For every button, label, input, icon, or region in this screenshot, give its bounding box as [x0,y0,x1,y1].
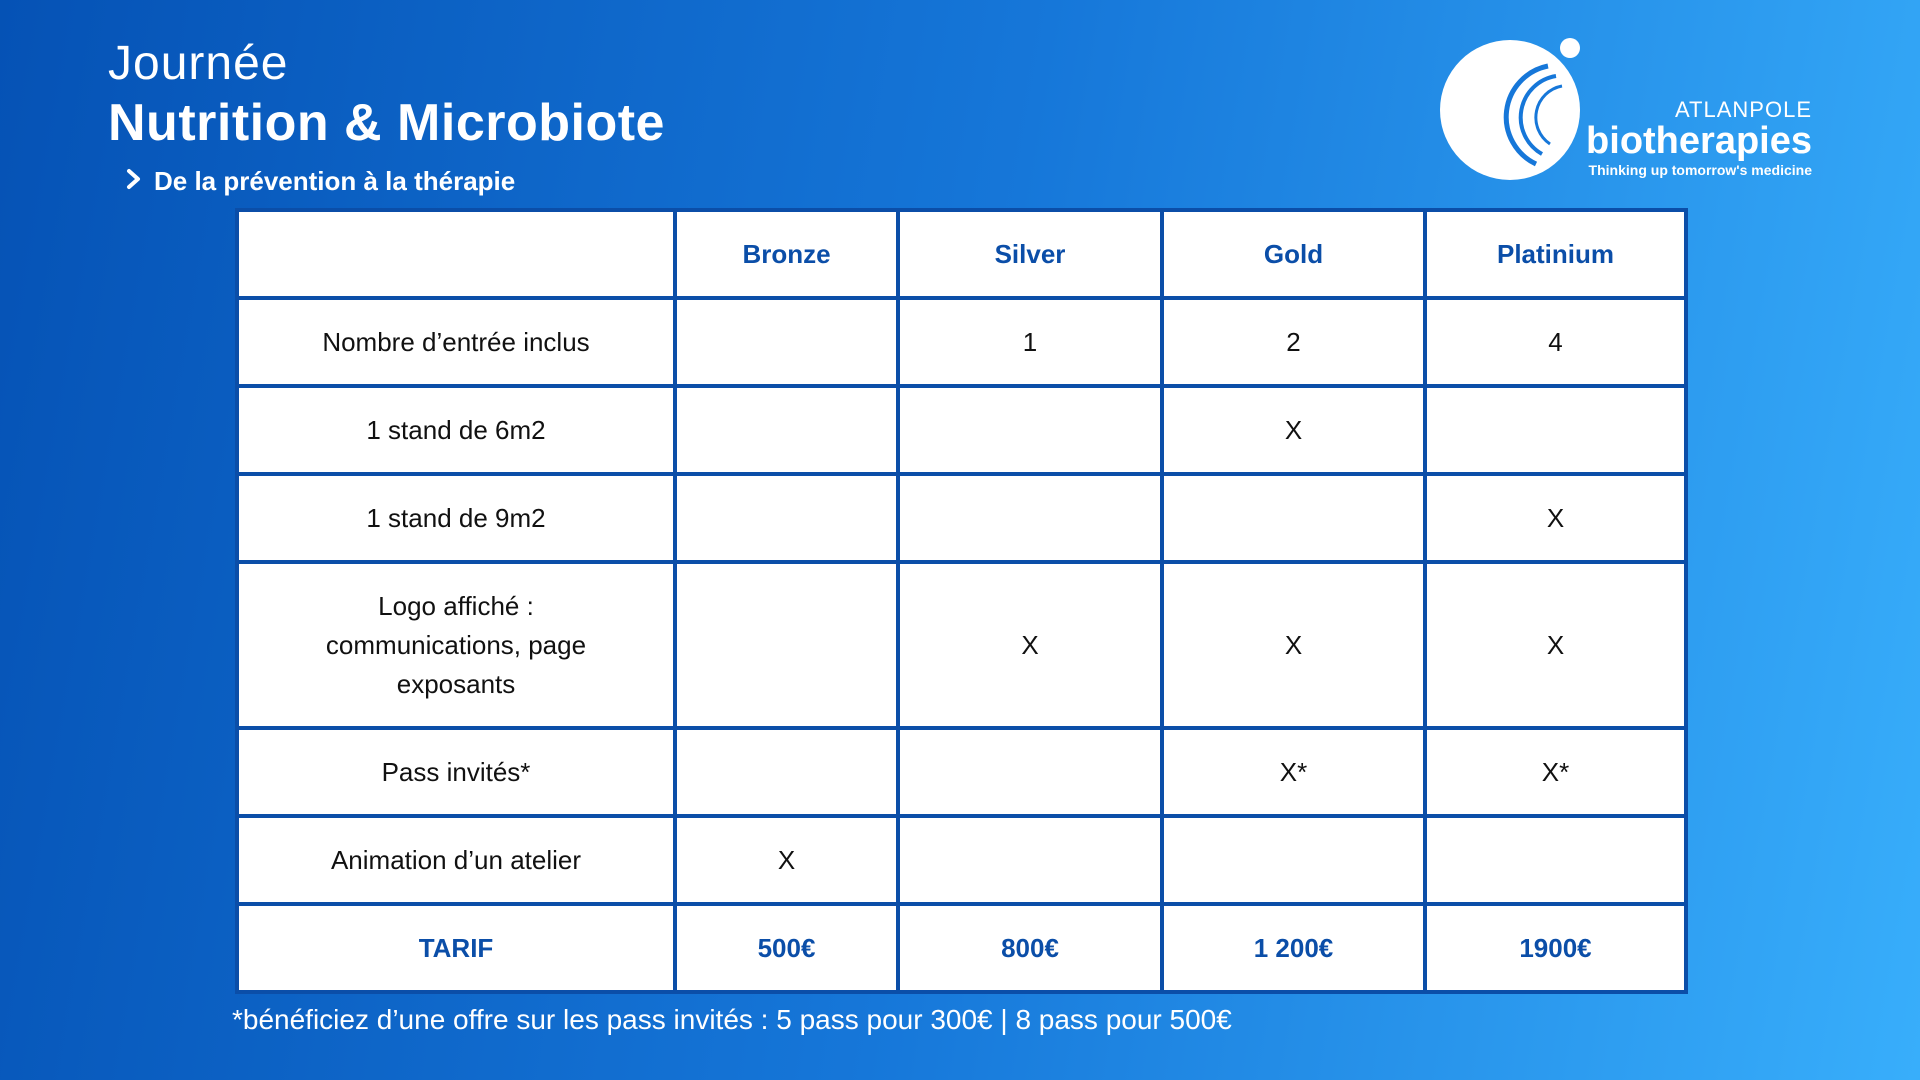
row-label: Pass invités* [237,728,675,816]
logo-tagline: Thinking up tomorrow's medicine [1588,162,1812,178]
table-cell [1425,386,1686,474]
table-cell: 4 [1425,298,1686,386]
price-silver: 800€ [898,904,1162,992]
row-label [237,562,675,728]
table-row [237,816,1686,904]
row-label: Nombre d’entrée inclus [237,298,675,386]
page-title-light: Journée [108,37,289,90]
table-header-row [237,210,1686,298]
logo-line1: ATLANPOLE [1675,97,1812,122]
table-cell: X [898,562,1162,728]
footnote: *bénéficiez d’une offre sur les pass invités : 5 pass pour 300€ | 8 pass pour 500€ [232,1004,1232,1035]
row-label: Animation d’un atelier [237,816,675,904]
table-cell: 2 [1162,298,1425,386]
table-cell [1162,474,1425,562]
table-cell: X [1162,386,1425,474]
table-cell [1162,816,1425,904]
price-bronze: 500€ [675,904,898,992]
table-cell [1425,816,1686,904]
table-cell: X [1162,562,1425,728]
chevron-right-icon [126,166,142,197]
table-cell [675,298,898,386]
table-cell [675,386,898,474]
table-cell: X [1425,474,1686,562]
table-row [237,728,1686,816]
atlanpole-circle-logo-icon [1438,36,1588,186]
table-cell: X* [1162,728,1425,816]
table-cell [898,386,1162,474]
table-cell: X [1425,562,1686,728]
table-cell [898,728,1162,816]
tarif-label: TARIF [237,904,675,992]
table-cell [675,728,898,816]
row-label: 1 stand de 9m2 [237,474,675,562]
table-cell [675,562,898,728]
logo-text [1586,98,1812,180]
logo-line2: biotherapies [1586,120,1812,162]
column-header-bronze: Bronze [675,210,898,298]
column-header-gold: Gold [1162,210,1425,298]
table-cell [898,816,1162,904]
page-subtitle [126,166,665,197]
table-cell: X* [1425,728,1686,816]
price-gold: 1 200€ [1162,904,1425,992]
column-header-platinium: Platinium [1425,210,1686,298]
table-row [237,562,1686,728]
atlanpole-logo [1438,36,1818,186]
table-cell [898,474,1162,562]
table-row [237,298,1686,386]
pricing-table [235,208,1688,994]
table-row [237,386,1686,474]
column-header-empty [237,210,675,298]
table-cell: 1 [898,298,1162,386]
header [108,36,665,197]
subtitle-text: De la prévention à la thérapie [154,166,516,196]
page-title: Nutrition & Microbiote [108,94,665,152]
table-cell [675,474,898,562]
price-platinium: 1900€ [1425,904,1686,992]
row-label: 1 stand de 6m2 [237,386,675,474]
table-cell: X [675,816,898,904]
table-row [237,474,1686,562]
column-header-silver: Silver [898,210,1162,298]
tarif-row [237,904,1686,992]
pricing-table-container [235,208,1688,994]
row-label-text: Logo affiché : communications, page exposants [325,590,587,699]
